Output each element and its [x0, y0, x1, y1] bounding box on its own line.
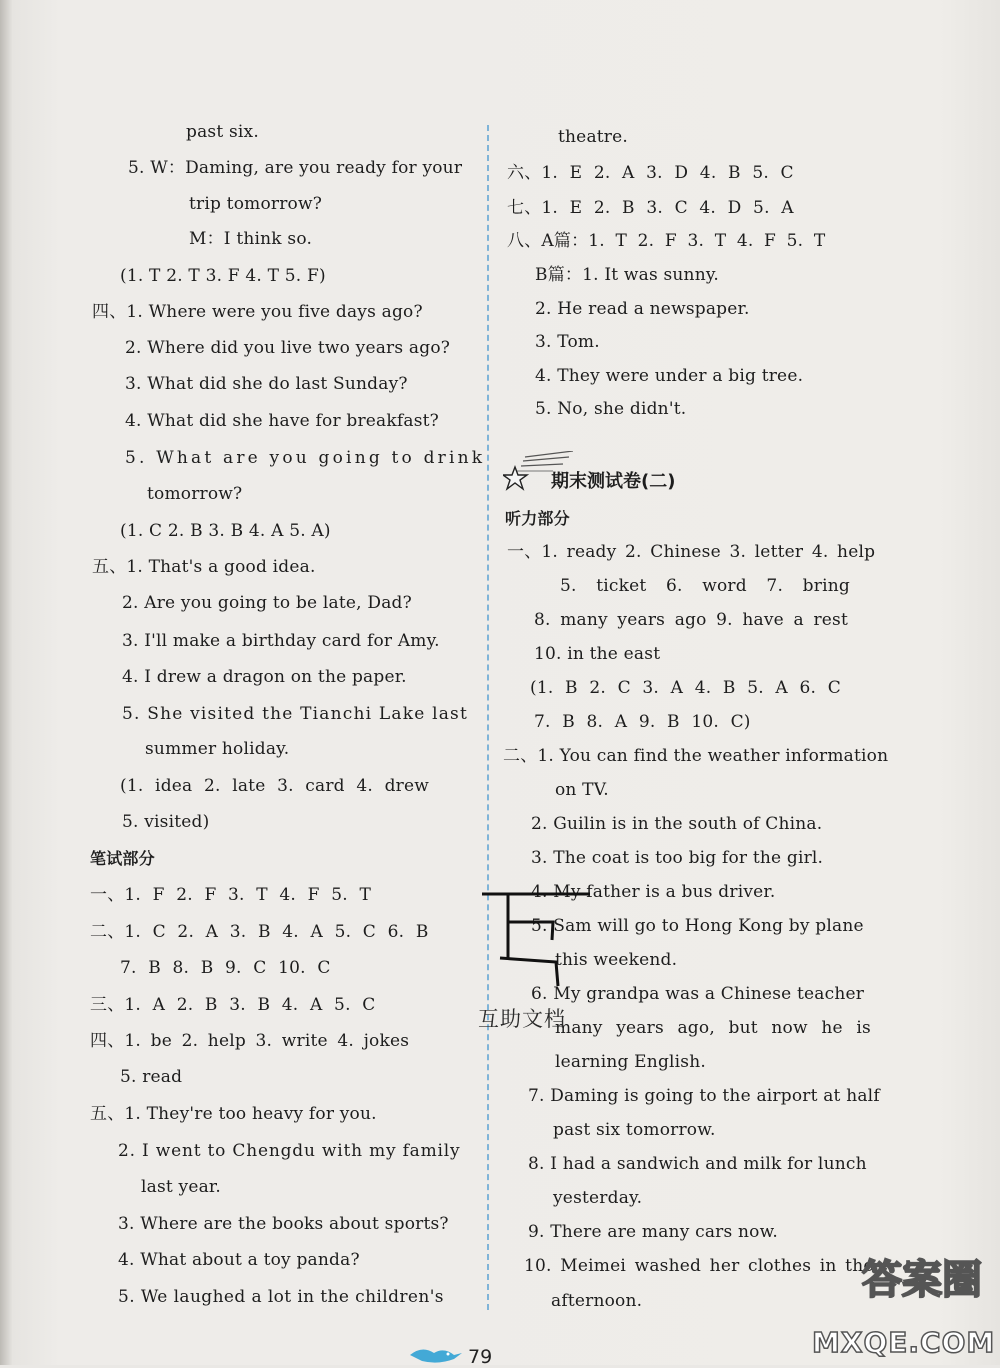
answer-line: afternoon.: [551, 1291, 643, 1311]
answer-line: 4. My father is a bus driver.: [531, 882, 776, 902]
answer-line: 2. He read a newspaper.: [535, 299, 750, 319]
answer-line: 7. Daming is going to the airport at half: [528, 1086, 880, 1106]
answer-line: 5. She visited the Tianchi Lake last: [122, 704, 468, 724]
answer-line: 6. My grandpa was a Chinese teacher: [531, 984, 865, 1004]
answer-line: M：I think so.: [189, 229, 313, 249]
answer-key: (1. C 2. B 3. B 4. A 5. A): [120, 521, 331, 541]
answer-line: summer holiday.: [145, 739, 290, 759]
answer-line: 4. What about a toy panda?: [118, 1250, 360, 1270]
answer-key: 7. B 8. B 9. C 10. C: [120, 958, 331, 978]
answer-line: 五、1. They're too heavy for you.: [90, 1104, 377, 1124]
answer-line: theatre.: [558, 127, 628, 147]
answer-line: 8. I had a sandwich and milk for lunch: [528, 1154, 867, 1174]
answer-key: 四、1. be 2. help 3. write 4. jokes: [90, 1031, 410, 1051]
answer-line: last year.: [141, 1177, 221, 1197]
answer-key: 8. many years ago 9. have a rest: [534, 610, 849, 630]
answer-line: B篇：1. It was sunny.: [535, 265, 720, 285]
answer-key: 5. read: [120, 1067, 183, 1087]
answer-line: 2. I went to Chengdu with my family: [118, 1141, 461, 1161]
answer-key: 一、1. ready 2. Chinese 3. letter 4. help: [507, 542, 876, 562]
answer-line: 5. W：Daming, are you ready for your: [128, 158, 463, 178]
answer-key: 7. B 8. A 9. B 10. C): [534, 712, 751, 732]
answer-line: past six.: [186, 122, 259, 142]
bird-icon: [408, 1343, 464, 1365]
answer-line: 3. The coat is too big for the girl.: [531, 848, 824, 868]
answer-line: 2. Where did you live two years ago?: [125, 338, 451, 358]
answer-line: 5. Sam will go to Hong Kong by plane: [531, 916, 864, 936]
answer-key: 六、1. E 2. A 3. D 4. B 5. C: [507, 163, 794, 183]
answer-line: many years ago, but now he is: [555, 1018, 871, 1038]
answer-line: 4. I drew a dragon on the paper.: [122, 667, 407, 687]
answer-key: (1. T 2. T 3. F 4. T 5. F): [120, 266, 326, 286]
answer-line: 3. Where are the books about sports?: [118, 1214, 449, 1234]
answer-line: 5. No, she didn't.: [535, 399, 687, 419]
answer-line: 3. I'll make a birthday card for Amy.: [122, 631, 440, 651]
answer-key: 一、1. F 2. F 3. T 4. F 5. T: [90, 885, 371, 905]
answer-line: 4. What did she have for breakfast?: [125, 411, 439, 431]
answer-line: 五、1. That's a good idea.: [92, 557, 316, 577]
answer-line: 9. There are many cars now.: [528, 1222, 778, 1242]
watermark-logo-text: 答案圈: [862, 1257, 982, 1303]
answer-line: yesterday.: [553, 1188, 643, 1208]
answer-key: (1. idea 2. late 3. card 4. drew: [120, 776, 430, 796]
answer-line: trip tomorrow?: [189, 194, 323, 214]
answer-line: 3. What did she do last Sunday?: [125, 374, 408, 394]
page-number: 79: [468, 1346, 493, 1368]
answer-line: 2. Are you going to be late, Dad?: [122, 593, 412, 613]
answer-line: 5. We laughed a lot in the children's: [118, 1287, 444, 1307]
site-watermark: [812, 1248, 997, 1363]
answer-key: 三、1. A 2. B 3. B 4. A 5. C: [90, 995, 376, 1015]
answer-key: 二、1. C 2. A 3. B 4. A 5. C 6. B: [90, 922, 429, 942]
answer-line: learning English.: [555, 1052, 706, 1072]
answer-line: 5. What are you going to drink: [125, 448, 486, 468]
answer-key: (1. B 2. C 3. A 4. B 5. A 6. C: [530, 678, 841, 698]
stamp-drawing: [478, 890, 598, 1020]
answer-line: 2. Guilin is in the south of China.: [531, 814, 823, 834]
answer-line: on TV.: [555, 780, 609, 800]
section-heading: [503, 437, 743, 497]
answer-line: past six tomorrow.: [553, 1120, 716, 1140]
answer-line: this weekend.: [555, 950, 678, 970]
answer-line: tomorrow?: [147, 484, 243, 504]
answer-key: 八、A篇：1. T 2. F 3. T 4. F 5. T: [507, 231, 826, 251]
answer-key: 5. ticket 6. word 7. bring: [560, 576, 850, 596]
answer-line: 二、1. You can find the weather information: [503, 746, 889, 766]
watermark-url: MXQE.COM: [812, 1326, 996, 1359]
answer-line: 10. Meimei washed her clothes in the: [524, 1256, 874, 1276]
answer-key: 5. visited): [122, 812, 210, 832]
answer-line: 4. They were under a big tree.: [535, 366, 804, 386]
section-title: 期末测试卷(二): [551, 471, 676, 492]
answer-key: 七、1. E 2. B 3. C 4. D 5. A: [507, 198, 794, 218]
answer-line: 四、1. Where were you five days ago?: [92, 302, 423, 322]
stamp-label: 互助文档: [478, 1007, 566, 1031]
section-title-written: 笔试部分: [90, 849, 155, 868]
answer-line: 3. Tom.: [535, 332, 600, 352]
section-title-listening: 听力部分: [505, 509, 570, 528]
answer-key: 10. in the east: [534, 644, 661, 664]
